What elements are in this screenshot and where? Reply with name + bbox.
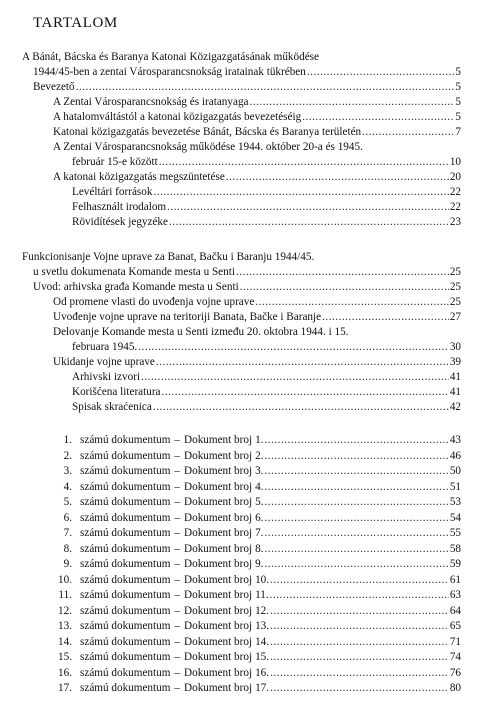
document-number: 17. bbox=[58, 682, 72, 694]
document-label-hu: számú dokumentum bbox=[80, 604, 171, 617]
document-number: 7. bbox=[63, 527, 72, 539]
document-number-sr: 10. bbox=[255, 573, 270, 586]
document-label-hu: számú dokumentum bbox=[80, 635, 171, 648]
toc-page-number: 80 bbox=[449, 682, 461, 694]
document-entry bbox=[56, 449, 461, 464]
label-separator: – bbox=[174, 527, 181, 539]
document-label-sr: Dokument broj bbox=[184, 635, 253, 648]
toc-entry bbox=[72, 155, 461, 170]
toc-entry-text: Uvod: arhivska građa Komande mesta u Senti bbox=[33, 281, 239, 293]
toc-page-number: 25 bbox=[449, 296, 461, 308]
document-number-sr: 16. bbox=[255, 666, 270, 679]
toc-page-number: 5 bbox=[455, 66, 461, 78]
toc-page-number: 76 bbox=[449, 666, 461, 679]
toc-entry-text bbox=[56, 495, 263, 510]
toc-entry bbox=[72, 340, 461, 355]
toc-entry-text bbox=[56, 433, 263, 448]
document-entry bbox=[56, 480, 461, 495]
document-label-sr: Dokument broj bbox=[184, 573, 253, 586]
document-number-sr: 1. bbox=[255, 434, 264, 446]
label-separator: – bbox=[174, 604, 181, 617]
page-title: TARTALOM bbox=[33, 15, 118, 31]
sr-section-title-line1: Funkcionisanje Vojne uprave za Banat, Bačku i Baranju 1944/45. bbox=[22, 251, 315, 263]
document-label-sr: Dokument broj bbox=[184, 620, 253, 632]
toc-entry bbox=[33, 80, 461, 95]
label-separator: – bbox=[174, 620, 181, 632]
toc-page-number: 65 bbox=[449, 620, 461, 632]
toc-entry bbox=[72, 185, 461, 200]
label-separator: – bbox=[174, 465, 181, 477]
toc-entry-text: Katonai közigazgatás bevezetése Bánát, Bácska és Baranya területén bbox=[53, 126, 362, 138]
toc-entry bbox=[72, 385, 461, 400]
leader-dots bbox=[236, 265, 449, 280]
toc-page-number: 42 bbox=[449, 401, 461, 413]
document-number-sr: 15. bbox=[255, 651, 270, 663]
document-label-sr: Dokument broj bbox=[184, 449, 253, 462]
leader-dots bbox=[264, 433, 448, 448]
label-separator: – bbox=[174, 511, 181, 524]
toc-page-number: 27 bbox=[449, 311, 461, 323]
leader-dots bbox=[141, 370, 449, 385]
toc-entry bbox=[72, 200, 461, 215]
document-label-sr: Dokument broj bbox=[184, 604, 253, 617]
toc-entry-text: A katonai közigazgatás megszüntetése bbox=[53, 171, 225, 183]
toc-page-number: 39 bbox=[449, 356, 461, 368]
document-label-hu: számú dokumentum bbox=[80, 434, 171, 446]
document-label-hu: számú dokumentum bbox=[80, 589, 171, 601]
leader-dots bbox=[270, 635, 449, 650]
document-number: 11. bbox=[58, 589, 72, 601]
document-label-sr: Dokument broj bbox=[184, 527, 253, 539]
toc-entry-text bbox=[56, 650, 269, 665]
toc-page-number: 53 bbox=[449, 496, 461, 508]
toc-page-number: 5 bbox=[455, 81, 461, 93]
leader-dots bbox=[270, 573, 449, 588]
document-entry bbox=[56, 495, 461, 510]
toc-entry-text: februara 1945. bbox=[72, 341, 138, 353]
document-number-sr: 17. bbox=[255, 682, 270, 694]
document-label-hu: számú dokumentum bbox=[80, 511, 171, 524]
document-number: 12. bbox=[58, 604, 72, 617]
leader-dots bbox=[250, 95, 455, 110]
document-number: 13. bbox=[58, 620, 72, 632]
document-label-hu: számú dokumentum bbox=[80, 558, 171, 570]
toc-page-number: 61 bbox=[449, 573, 461, 586]
toc-entry-text bbox=[56, 449, 263, 464]
hu-section-title-line2 bbox=[33, 65, 461, 80]
label-separator: – bbox=[174, 682, 181, 694]
toc-page-number: 54 bbox=[449, 511, 461, 524]
sr-section-title-line2 bbox=[33, 265, 461, 280]
toc-entry-text bbox=[56, 573, 269, 588]
toc-entry-line1: A Zentai Városparancsnokság működése 1944. október 20-a és 1945. bbox=[53, 141, 363, 153]
document-entry bbox=[56, 666, 461, 681]
toc-page-number: 59 bbox=[449, 558, 461, 570]
leader-dots bbox=[302, 110, 454, 125]
document-label-hu: számú dokumentum bbox=[80, 682, 171, 694]
document-number-sr: 13. bbox=[255, 620, 270, 632]
toc-entry-text bbox=[56, 588, 269, 603]
leader-dots bbox=[322, 310, 449, 325]
toc-entry-text: u svetlu dokumenata Komande mesta u Senti bbox=[33, 266, 235, 278]
document-label-hu: számú dokumentum bbox=[80, 651, 171, 663]
toc-entry bbox=[53, 125, 461, 140]
label-separator: – bbox=[174, 573, 181, 586]
toc-entry bbox=[33, 280, 461, 295]
leader-dots bbox=[264, 464, 448, 479]
leader-dots bbox=[270, 681, 449, 696]
toc-entry bbox=[72, 370, 461, 385]
document-entry bbox=[56, 433, 461, 448]
leader-dots bbox=[264, 449, 448, 464]
toc-entry-text: Arhivski izvori bbox=[72, 371, 141, 383]
document-number-sr: 14. bbox=[255, 635, 270, 648]
toc-entry-text bbox=[56, 604, 269, 619]
toc-page-number: 43 bbox=[449, 434, 461, 446]
toc-entry-text bbox=[56, 542, 263, 557]
document-number: 5. bbox=[63, 496, 72, 508]
leader-dots bbox=[162, 385, 449, 400]
document-label-sr: Dokument broj bbox=[184, 480, 253, 493]
document-label-hu: számú dokumentum bbox=[80, 496, 171, 508]
toc-page-number: 46 bbox=[449, 449, 461, 462]
leader-dots bbox=[240, 280, 449, 295]
leader-dots bbox=[138, 340, 449, 355]
leader-dots bbox=[255, 295, 448, 310]
toc-entry bbox=[53, 110, 461, 125]
toc-entry-text bbox=[56, 480, 263, 495]
toc-page-number: 23 bbox=[449, 216, 461, 228]
document-number-sr: 9. bbox=[255, 558, 264, 570]
leader-dots bbox=[264, 542, 448, 557]
document-entry bbox=[56, 588, 461, 603]
toc-entry-text: Korišćena literatura bbox=[72, 386, 161, 398]
document-number: 15. bbox=[58, 651, 72, 663]
leader-dots bbox=[270, 604, 449, 619]
document-entry bbox=[56, 635, 461, 650]
document-number-sr: 12. bbox=[255, 604, 270, 617]
toc-entry bbox=[53, 95, 461, 110]
document-number-sr: 4. bbox=[255, 480, 264, 493]
toc-page-number: 55 bbox=[449, 527, 461, 539]
leader-dots bbox=[264, 495, 448, 510]
document-number-sr: 11. bbox=[255, 589, 269, 601]
toc-entry-text bbox=[56, 526, 263, 541]
document-number: 10. bbox=[58, 573, 72, 586]
toc-entry-text bbox=[56, 464, 263, 479]
document-number-sr: 7. bbox=[255, 527, 264, 539]
document-number: 8. bbox=[63, 542, 72, 555]
toc-entry-text: Uvođenje vojne uprave na teritoriji Banata, Bačke i Baranje bbox=[53, 311, 322, 323]
toc-entry-text: Felhasznált irodalom bbox=[72, 201, 167, 213]
document-entry bbox=[56, 573, 461, 588]
document-label-sr: Dokument broj bbox=[184, 651, 253, 663]
document-number-sr: 5. bbox=[255, 496, 264, 508]
document-label-sr: Dokument broj bbox=[184, 666, 253, 679]
toc-page-number: 30 bbox=[449, 341, 461, 353]
toc-entry-text: Bevezető bbox=[33, 81, 75, 93]
leader-dots bbox=[153, 400, 449, 415]
document-label-hu: számú dokumentum bbox=[80, 542, 171, 555]
document-number-sr: 6. bbox=[255, 511, 264, 524]
toc-page-number: 25 bbox=[449, 266, 461, 278]
document-label-hu: számú dokumentum bbox=[80, 527, 171, 539]
document-number: 14. bbox=[58, 635, 72, 648]
toc-entry-text: A Zentai Városparancsnokság és iratanyaga bbox=[53, 96, 249, 108]
toc-page-number: 50 bbox=[449, 465, 461, 477]
document-number: 1. bbox=[63, 434, 72, 446]
leader-dots bbox=[270, 588, 449, 603]
document-label-hu: számú dokumentum bbox=[80, 465, 171, 477]
toc-entry bbox=[72, 215, 461, 230]
document-entry bbox=[56, 542, 461, 557]
document-label-sr: Dokument broj bbox=[184, 558, 253, 570]
toc-entry-text bbox=[56, 666, 269, 681]
toc-entry-text: A hatalomváltástól a katonai közigazgatás bevezetéséig bbox=[53, 111, 302, 123]
toc-page-number: 5 bbox=[455, 111, 461, 123]
label-separator: – bbox=[174, 589, 181, 601]
document-label-hu: számú dokumentum bbox=[80, 620, 171, 632]
label-separator: – bbox=[174, 558, 181, 570]
document-label-hu: számú dokumentum bbox=[80, 666, 171, 679]
toc-page-number: 74 bbox=[449, 651, 461, 663]
toc-page-number: 71 bbox=[449, 635, 461, 648]
document-entry bbox=[56, 650, 461, 665]
toc-page-number: 63 bbox=[449, 589, 461, 601]
document-entry bbox=[56, 604, 461, 619]
leader-dots bbox=[270, 650, 449, 665]
document-label-sr: Dokument broj bbox=[184, 542, 253, 555]
toc-page-number: 10 bbox=[449, 156, 461, 168]
document-entry bbox=[56, 511, 461, 526]
toc-entry-text bbox=[56, 681, 269, 696]
toc-entry bbox=[53, 355, 461, 370]
toc-entry-text bbox=[56, 635, 269, 650]
document-number-sr: 2. bbox=[255, 449, 264, 462]
leader-dots bbox=[307, 65, 455, 80]
leader-dots bbox=[153, 185, 448, 200]
toc-page-number: 58 bbox=[449, 542, 461, 555]
leader-dots bbox=[76, 80, 455, 95]
document-label-sr: Dokument broj bbox=[184, 465, 253, 477]
toc-page-number: 64 bbox=[449, 604, 461, 617]
leader-dots bbox=[264, 511, 448, 526]
leader-dots bbox=[159, 155, 449, 170]
document-number: 16. bbox=[58, 666, 72, 679]
toc-entry-text bbox=[56, 619, 269, 634]
document-label-hu: számú dokumentum bbox=[80, 573, 171, 586]
toc-page-number: 22 bbox=[449, 201, 461, 213]
toc-entry-text: Ukidanje vojne uprave bbox=[53, 356, 155, 368]
document-label-hu: számú dokumentum bbox=[80, 480, 171, 493]
leader-dots bbox=[156, 355, 449, 370]
toc-entry-text: Rövidítések jegyzéke bbox=[72, 216, 168, 228]
leader-dots bbox=[362, 125, 454, 140]
label-separator: – bbox=[174, 480, 181, 493]
toc-entry bbox=[53, 295, 461, 310]
document-label-sr: Dokument broj bbox=[184, 434, 253, 446]
toc-entry bbox=[72, 400, 461, 415]
leader-dots bbox=[169, 215, 449, 230]
document-number: 6. bbox=[63, 511, 72, 524]
label-separator: – bbox=[174, 635, 181, 648]
document-label-hu: számú dokumentum bbox=[80, 449, 171, 462]
document-number: 9. bbox=[63, 558, 72, 570]
document-entry bbox=[56, 526, 461, 541]
document-label-sr: Dokument broj bbox=[184, 589, 253, 601]
toc-page-number: 51 bbox=[449, 480, 461, 493]
toc-entry-text: Od promene vlasti do uvođenja vojne uprave bbox=[53, 296, 255, 308]
leader-dots bbox=[264, 480, 448, 495]
toc-page-number: 5 bbox=[455, 96, 461, 108]
toc-page-number: 41 bbox=[449, 386, 461, 398]
document-entry bbox=[56, 619, 461, 634]
toc-entry-line1: Delovanje Komande mesta u Senti između 20. oktobra 1944. i 15. bbox=[53, 326, 349, 338]
leader-dots bbox=[264, 557, 448, 572]
toc-page-number: 22 bbox=[449, 186, 461, 198]
label-separator: – bbox=[174, 651, 181, 663]
hu-section-title-line1: A Bánát, Bácska és Baranya Katonai Közigazgatásának működése bbox=[22, 51, 319, 63]
label-separator: – bbox=[174, 666, 181, 679]
toc-entry-text bbox=[56, 511, 263, 526]
toc-entry bbox=[53, 170, 461, 185]
toc-entry bbox=[53, 310, 461, 325]
toc-entry-text: Levéltári források bbox=[72, 186, 153, 198]
document-entry bbox=[56, 464, 461, 479]
document-number-sr: 8. bbox=[255, 542, 264, 555]
document-number: 2. bbox=[63, 449, 72, 462]
toc-entry-text: február 15-e között bbox=[72, 156, 158, 168]
leader-dots bbox=[270, 619, 449, 634]
leader-dots bbox=[167, 200, 449, 215]
document-label-sr: Dokument broj bbox=[184, 682, 253, 694]
leader-dots bbox=[264, 526, 448, 541]
label-separator: – bbox=[174, 449, 181, 462]
label-separator: – bbox=[174, 542, 181, 555]
label-separator: – bbox=[174, 434, 181, 446]
document-entry bbox=[56, 681, 461, 696]
toc-page-number: 20 bbox=[449, 171, 461, 183]
document-label-sr: Dokument broj bbox=[184, 496, 253, 508]
toc-entry-text: Spisak skraćenica bbox=[72, 401, 152, 413]
document-number: 3. bbox=[63, 465, 72, 477]
document-number: 4. bbox=[63, 480, 72, 493]
label-separator: – bbox=[174, 496, 181, 508]
toc-page-number: 7 bbox=[455, 126, 461, 138]
document-label-sr: Dokument broj bbox=[184, 511, 253, 524]
toc-page-number: 25 bbox=[449, 281, 461, 293]
document-number-sr: 3. bbox=[255, 465, 264, 477]
leader-dots bbox=[270, 666, 449, 681]
toc-page-number: 41 bbox=[449, 371, 461, 383]
toc-entry-text: 1944/45-ben a zentai Városparancsnokság iratainak tükrében bbox=[33, 66, 306, 78]
toc-entry-text bbox=[56, 557, 263, 572]
leader-dots bbox=[226, 170, 449, 185]
document-entry bbox=[56, 557, 461, 572]
